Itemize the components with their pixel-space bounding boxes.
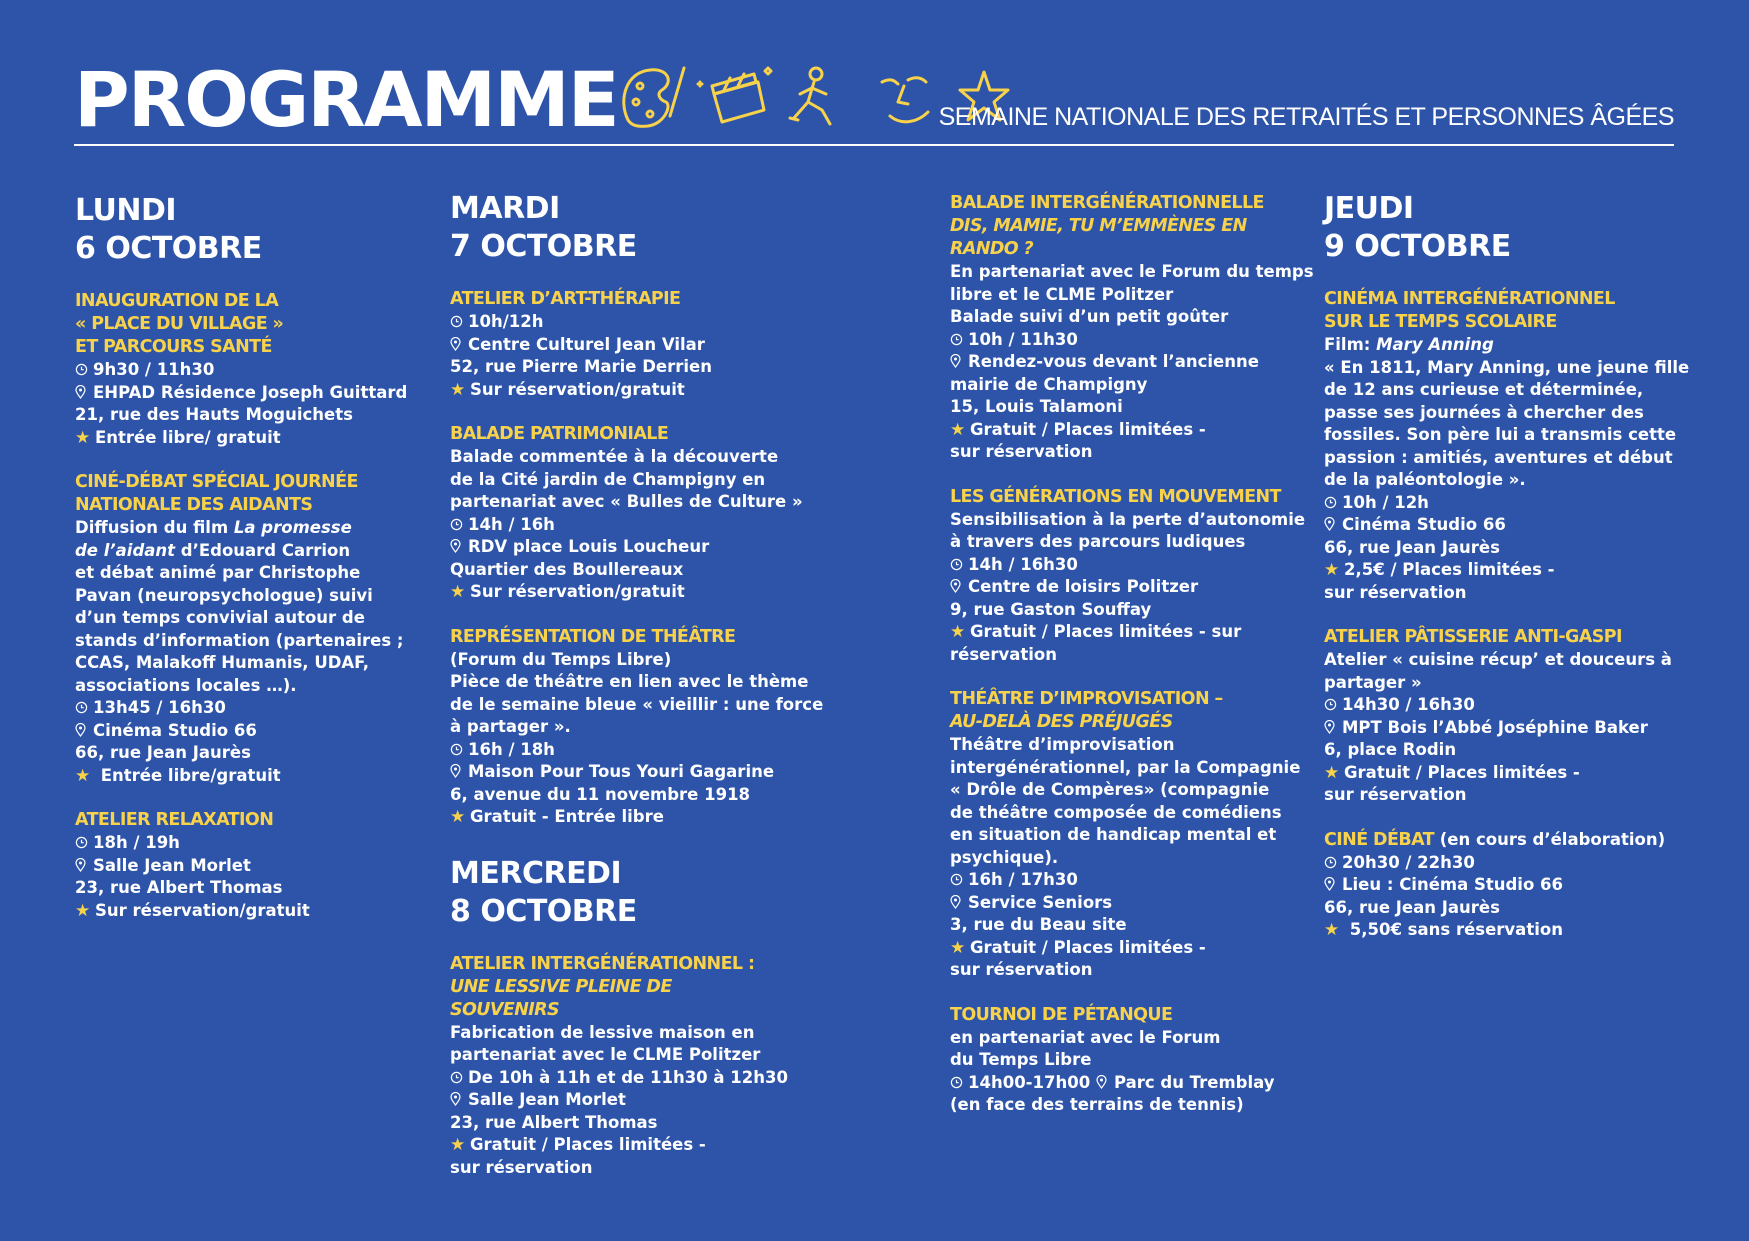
desc-line: passe ses journées à chercher des [1324, 402, 1644, 422]
event-info [950, 937, 1310, 960]
event-place [450, 1089, 830, 1112]
time-text: De 10h à 11h et de 11h30 à 12h30 [468, 1067, 788, 1087]
event-time [450, 739, 830, 762]
place-text: Cinéma Studio 66 [93, 720, 257, 740]
desc-line [75, 517, 435, 540]
desc-line: partager » [1324, 672, 1422, 692]
info-text: sur réservation [950, 960, 1093, 979]
column-thursday [1324, 190, 1690, 942]
place-text: Salle Jean Morlet [468, 1090, 626, 1109]
event-title-row [1324, 829, 1684, 852]
info-text: Gratuit / Places limitées - [1344, 762, 1580, 782]
clock-icon [950, 333, 964, 346]
event-info [450, 1134, 830, 1157]
day-date: 7 OCTOBRE [450, 229, 637, 264]
desc-line: de la paléontologie ». [1324, 470, 1526, 489]
desc-line: « En 1811, Mary Anning, une jeune fille [1324, 357, 1690, 377]
event-theatre-improvisation [950, 688, 1310, 982]
location-pin-icon [1324, 877, 1338, 891]
desc-line [75, 540, 435, 563]
time-text: 20h30 / 22h30 [1342, 852, 1475, 872]
clock-icon [75, 836, 89, 849]
info-text: Gratuit - Entrée libre [470, 807, 664, 826]
event-time [75, 359, 435, 382]
event-title: ATELIER RELAXATION [75, 810, 274, 830]
address-text: 52, rue Pierre Marie Derrien [450, 357, 712, 376]
event-info [450, 379, 830, 402]
star-icon: ★ [1324, 560, 1340, 580]
face-icon [882, 78, 928, 122]
place-text: MPT Bois l’Abbé Joséphine Baker [1342, 717, 1648, 737]
desc-line: et débat animé par Christophe [75, 563, 361, 582]
clock-icon [950, 873, 964, 886]
star-icon: ★ [950, 622, 966, 642]
address-text: 66, rue Jean Jaurès [1324, 897, 1500, 917]
event-title: TOURNOI DE PÉTANQUE [950, 1004, 1173, 1025]
location-pin-icon [950, 354, 964, 368]
event-time [1324, 694, 1684, 717]
event-place [450, 334, 830, 357]
event-time [950, 329, 1310, 352]
event-theatre [450, 626, 830, 829]
page-subtitle: SEMAINE NATIONALE DES RETRAITÉS ET PERSONNES ÂGÉES [938, 103, 1674, 131]
event-title-line: NATIONALE DES AIDANTS [75, 495, 313, 515]
event-info [1324, 762, 1684, 785]
desc-line: en partenariat avec le Forum [950, 1027, 1221, 1047]
event-title-line: BALADE INTERGÉNÉRATIONNELLE [950, 193, 1264, 213]
event-lessive [450, 953, 830, 1180]
film-label: Film: [1324, 335, 1377, 354]
place-text: Maison Pour Tous Youri Gagarine [468, 762, 775, 781]
address-text: (en face des terrains de tennis) [950, 1095, 1244, 1114]
desc-line: en situation de handicap mental et [950, 825, 1277, 844]
star-icon: ★ [75, 427, 91, 448]
event-title [1324, 288, 1684, 334]
event-place [950, 576, 1310, 599]
event-info [950, 419, 1310, 442]
event-place [75, 855, 435, 878]
info-text: Sur réservation/gratuit [95, 900, 310, 920]
desc-line: psychique). [950, 847, 1059, 867]
time-text: 14h30 / 16h30 [1342, 695, 1475, 714]
location-pin-icon [75, 858, 89, 872]
event-time [450, 1067, 830, 1090]
desc-line: Théâtre d’improvisation [950, 735, 1175, 754]
address-text: 66, rue Jean Jaurès [75, 743, 251, 762]
place-text: Salle Jean Morlet [93, 855, 251, 875]
event-art-therapie [450, 288, 830, 401]
event-place [950, 351, 1310, 374]
desc-line: de le semaine bleue « vieillir : une force [450, 694, 824, 714]
clock-icon [1324, 856, 1338, 869]
event-place [950, 892, 1310, 915]
event-info [75, 765, 435, 788]
star-icon: ★ [450, 379, 466, 400]
event-info [950, 621, 1310, 644]
star-icon: ★ [75, 900, 91, 921]
desc-line: CCAS, Malakoff Humanis, UDAF, [75, 653, 370, 672]
time-text: 13h45 / 16h30 [93, 698, 226, 717]
event-title-line: INAUGURATION DE LA [75, 291, 279, 311]
event-time [450, 311, 830, 334]
info-text: 5,50€ sans réservation [1344, 920, 1563, 939]
event-title-line: CINÉMA INTERGÉNÉRATIONNEL [1324, 289, 1615, 309]
day-name: MERCREDI [450, 855, 622, 891]
address-text: 3, rue du Beau site [950, 915, 1127, 934]
address-text: 23, rue Albert Thomas [75, 878, 283, 897]
time-text: 16h / 18h [468, 739, 555, 759]
event-title-line: SUR LE TEMPS SCOLAIRE [1324, 312, 1557, 332]
place-text: Cinéma Studio 66 [1342, 515, 1506, 534]
info-text: 2,5€ / Places limitées - [1344, 560, 1555, 579]
event-title [75, 290, 435, 359]
star-icon: ★ [950, 419, 966, 440]
event-title [450, 953, 830, 1022]
address-text: Quartier des Boullereaux [450, 559, 684, 579]
clock-icon [75, 701, 89, 714]
desc-line: passion : amitiés, aventures et début [1324, 447, 1673, 467]
event-info [75, 427, 435, 450]
desc-line: de la Cité jardin de Champigny en [450, 469, 766, 489]
event-title-line: « PLACE DU VILLAGE » [75, 314, 284, 334]
location-pin-icon [75, 723, 89, 737]
desc-line: Pavan (neuropsychologue) suivi [75, 585, 373, 605]
event-title [75, 471, 435, 517]
location-pin-icon [75, 385, 89, 399]
location-pin-icon [1324, 517, 1338, 531]
event-title: ATELIER D’ART-THÉRAPIE [450, 289, 681, 309]
header-divider [74, 144, 1674, 146]
event-time [75, 832, 435, 855]
time-text: 16h / 17h30 [968, 870, 1078, 889]
event-title: LES GÉNÉRATIONS EN MOUVEMENT [950, 486, 1281, 507]
event-title-line: RANDO ? [950, 239, 1034, 259]
event-place [450, 536, 830, 559]
clock-icon [1324, 496, 1338, 509]
time-text: 18h / 19h [93, 833, 180, 852]
place-text: Rendez-vous devant l’ancienne [968, 352, 1259, 371]
day-heading [450, 190, 830, 266]
event-title-line: THÉÂTRE D’IMPROVISATION – [950, 689, 1223, 709]
star-icon: ★ [1324, 920, 1340, 940]
event-cine-debat-jeudi [1324, 829, 1684, 942]
event-place [450, 761, 830, 784]
desc-line: de 12 ans curieuse et déterminée, [1324, 380, 1644, 399]
location-pin-icon [950, 579, 964, 593]
desc-line: En partenariat avec le Forum du temps [950, 262, 1314, 281]
clock-icon [950, 1076, 964, 1089]
clock-icon [75, 363, 89, 376]
event-relaxation [75, 809, 435, 922]
desc-line: de théâtre composée de comédiens [950, 802, 1282, 822]
address-text: 6, avenue du 11 novembre 1918 [450, 784, 751, 804]
event-info [1324, 919, 1684, 942]
info-text: sur réservation [950, 442, 1093, 461]
desc-line: fossiles. Son père lui a transmis cette [1324, 425, 1677, 444]
event-title-line: DIS, MAMIE, TU M’EMMÈNES EN [950, 216, 1247, 236]
event-place [1324, 514, 1684, 537]
film-title: La promesse [233, 518, 352, 537]
address-text: 23, rue Albert Thomas [450, 1112, 658, 1132]
location-pin-icon [1324, 720, 1338, 734]
time-text: 10h / 11h30 [968, 329, 1078, 349]
info-text: Sur réservation/gratuit [470, 379, 685, 399]
desc-line: « Drôle de Compères» (compagnie [950, 780, 1270, 799]
info-text: Sur réservation/gratuit [470, 582, 685, 601]
desc-line: Atelier « cuisine récup’ et douceurs à [1324, 650, 1672, 669]
event-title: REPRÉSENTATION DE THÉÂTRE [450, 626, 736, 647]
desc-text: Diffusion du film [75, 518, 234, 537]
info-text: Gratuit / Places limitées - [470, 1135, 706, 1154]
info-text: sur réservation [1324, 785, 1467, 804]
place-text: Centre Culturel Jean Vilar [468, 334, 705, 354]
location-pin-icon [450, 539, 464, 553]
time-text: 14h00-17h00 [968, 1072, 1091, 1092]
film-title: de l’aidant [75, 540, 176, 560]
day-heading [450, 855, 830, 931]
day-name: JEUDI [1324, 191, 1414, 226]
event-title: CINÉ DÉBAT [1324, 829, 1434, 850]
event-place [75, 720, 435, 743]
desc-line: à partager ». [450, 717, 571, 736]
event-balade-patrimoniale [450, 423, 830, 604]
event-title-line: UNE LESSIVE PLEINE DE [450, 976, 672, 997]
clock-icon [450, 518, 464, 531]
place-text: Lieu : Cinéma Studio 66 [1342, 875, 1563, 894]
event-title-line: ATELIER INTERGÉNÉRATIONNEL : [450, 953, 755, 974]
event-time [1324, 492, 1684, 515]
clock-icon [450, 315, 464, 328]
clock-icon [450, 743, 464, 756]
event-petanque [950, 1004, 1310, 1117]
day-date: 8 OCTOBRE [450, 893, 637, 929]
day-name: MARDI [450, 191, 560, 226]
event-balade-intergenerationnelle [950, 192, 1314, 464]
location-pin-icon [450, 764, 464, 778]
event-time [450, 514, 830, 537]
desc-line: à travers des parcours ludiques [950, 532, 1246, 551]
event-title [950, 192, 1310, 261]
star-icon: ★ [75, 765, 91, 786]
desc-line: Sensibilisation à la perte d’autonomie [950, 509, 1306, 529]
event-title-line: CINÉ-DÉBAT SPÉCIAL JOURNÉE [75, 472, 358, 492]
info-text: Gratuit / Places limitées - [970, 937, 1206, 957]
info-text: Entrée libre/ gratuit [95, 427, 281, 447]
clock-icon [950, 558, 964, 571]
column-tuesday-wednesday [450, 190, 830, 1179]
event-patisserie [1324, 626, 1684, 807]
column-wednesday-continued [950, 192, 1314, 1117]
info-text: réservation [950, 644, 1057, 664]
info-text: Gratuit / Places limitées - sur [970, 622, 1242, 641]
desc-line: associations locales …). [75, 675, 297, 695]
runner-icon [790, 68, 830, 124]
event-info [75, 900, 435, 923]
day-heading [75, 192, 435, 268]
desc-line: Pièce de théâtre en lien avec le thème [450, 672, 809, 691]
event-title: BALADE PATRIMONIALE [450, 424, 669, 444]
event-place [1324, 874, 1684, 897]
desc-text: d’Edouard Carrion [175, 540, 351, 560]
place-text: Service Seniors [968, 892, 1113, 912]
page-title: PROGRAMME [74, 55, 618, 144]
event-inauguration [75, 290, 435, 449]
location-pin-icon [450, 337, 464, 351]
desc-line: libre et le CLME Politzer [950, 284, 1174, 304]
event-time [950, 869, 1310, 892]
desc-line: stands d’information (partenaires ; [75, 630, 404, 650]
event-time [1324, 852, 1684, 875]
time-text: 9h30 / 11h30 [93, 360, 215, 379]
info-text: Entrée libre/gratuit [95, 765, 281, 785]
address-text: 9, rue Gaston Souffay [950, 599, 1152, 619]
event-info [450, 581, 830, 604]
event-title-line: AU-DELÀ DES PRÉJUGÉS [950, 712, 1173, 732]
place-text: EHPAD Résidence Joseph Guittard [93, 382, 408, 402]
star-icon: ★ [450, 807, 466, 827]
address-text: mairie de Champigny [950, 374, 1148, 394]
title-note: (en cours d’élaboration) [1434, 829, 1666, 849]
time-text: 10h/12h [468, 312, 544, 331]
location-pin-icon [950, 895, 964, 909]
column-monday [75, 192, 435, 922]
desc-line: partenariat avec le CLME Politzer [450, 1045, 761, 1064]
place-text: Centre de loisirs Politzer [968, 577, 1199, 596]
desc-line: Balade commentée à la découverte [450, 447, 779, 466]
info-text: sur réservation [1324, 582, 1467, 602]
day-heading [1324, 190, 1684, 266]
star-icon: ★ [450, 582, 466, 602]
event-info [1324, 559, 1684, 582]
address-text: 66, rue Jean Jaurès [1324, 537, 1500, 557]
desc-line [1324, 334, 1684, 357]
place-text: Parc du Tremblay [1113, 1072, 1275, 1092]
star-icon: ★ [450, 1135, 466, 1155]
place-text: RDV place Louis Loucheur [468, 537, 710, 556]
address-text: 15, Louis Talamoni [950, 397, 1123, 416]
film-title: Mary Anning [1376, 335, 1494, 354]
event-time [950, 554, 1310, 577]
info-text: sur réservation [450, 1157, 593, 1177]
clock-icon [1324, 698, 1338, 711]
clapperboard-icon [698, 68, 771, 122]
event-cinema-intergenerationnel [1324, 288, 1690, 604]
desc-line: Fabrication de lessive maison en [450, 1022, 755, 1042]
location-pin-icon [450, 1092, 464, 1106]
desc-line: (Forum du Temps Libre) [450, 649, 672, 669]
event-place [1324, 717, 1684, 740]
star-icon: ★ [1324, 762, 1340, 783]
time-text: 14h / 16h [468, 514, 555, 534]
event-place [75, 382, 435, 405]
address-text: 6, place Rodin [1324, 740, 1457, 759]
event-time [75, 697, 435, 720]
palette-icon [624, 68, 684, 126]
info-text: Gratuit / Places limitées - [970, 419, 1206, 439]
event-info [450, 806, 830, 829]
event-time-place [950, 1072, 1310, 1095]
location-pin-icon [1096, 1075, 1110, 1089]
event-title-line: ET PARCOURS SANTÉ [75, 337, 272, 357]
desc-line: partenariat avec « Bulles de Culture » [450, 492, 803, 511]
desc-line: du Temps Libre [950, 1050, 1092, 1069]
event-title [950, 688, 1310, 734]
address-text: 21, rue des Hauts Moguichets [75, 405, 353, 424]
event-generations-en-mouvement [950, 486, 1310, 667]
day-name: LUNDI [75, 193, 177, 228]
day-date: 6 OCTOBRE [75, 231, 262, 266]
event-title: ATELIER PÂTISSERIE ANTI-GASPI [1324, 627, 1622, 647]
event-cine-debat [75, 471, 435, 787]
desc-line: Balade suivi d’un petit goûter [950, 307, 1229, 326]
day-date: 9 OCTOBRE [1324, 229, 1511, 264]
star-icon: ★ [950, 937, 966, 958]
event-title-line: SOUVENIRS [450, 999, 560, 1020]
time-text: 14h / 16h30 [968, 554, 1078, 574]
time-text: 10h / 12h [1342, 492, 1429, 512]
desc-line: intergénérationnel, par la Compagnie [950, 757, 1301, 777]
clock-icon [450, 1071, 464, 1084]
desc-line: d’un temps convivial autour de [75, 608, 365, 627]
